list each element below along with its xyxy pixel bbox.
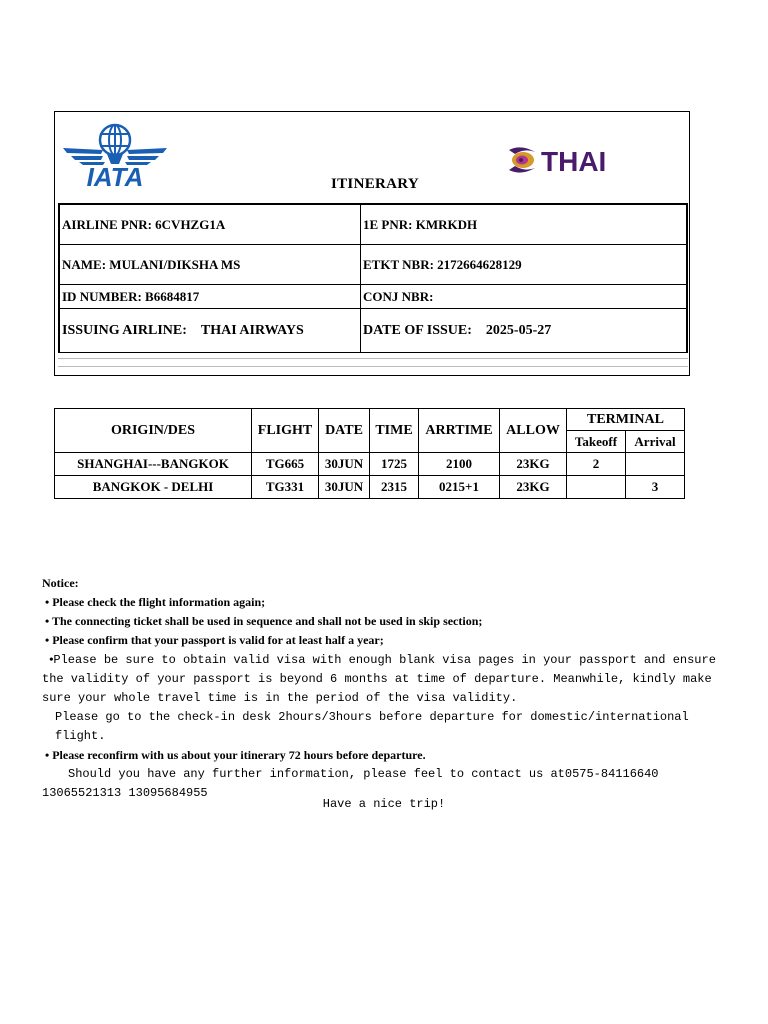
row-arrtime: 0215+1 [419,476,500,499]
col-arrival: Arrival [626,431,685,453]
closing-message: Have a nice trip! [322,797,446,811]
notice-line: • Please confirm that your passport is valid for at least half a year; [45,633,384,647]
notice-line: • The connecting ticket shall be used in sequence and shall not be used in skip section; [45,614,483,628]
id-number: ID NUMBER: B6684817 [60,285,361,309]
notice-line: Please go to the check-in desk 2hours/3hours before departure for domestic/international flight. [55,710,689,743]
col-date: DATE [319,409,370,453]
flight-table [54,408,685,499]
issuing-airline-label: ISSUING AIRLINE: [62,322,187,338]
table-row [55,453,685,476]
page-title: ITINERARY [330,176,420,192]
issuing-airline [60,309,361,353]
date-of-issue-label: DATE OF ISSUE: [363,322,472,338]
date-of-issue-value: 2025-05-27 [485,322,552,338]
row-origin: SHANGHAI---BANGKOK [55,453,252,476]
row-date: 30JUN [319,453,370,476]
itinerary-header-box [54,111,690,376]
notice-title: Notice: [42,576,79,590]
notice-line: • Please check the flight information again; [45,595,266,609]
row-flight: TG331 [252,476,319,499]
col-takeoff: Takeoff [567,431,626,453]
col-origin: ORIGIN/DES [55,409,252,453]
col-allow: ALLOW [500,409,567,453]
col-flight: FLIGHT [252,409,319,453]
table-row [55,476,685,499]
bullet: • [49,652,54,666]
row-time: 1725 [370,453,419,476]
notice-visa-paragraph [42,650,742,708]
row-arrival [626,453,685,476]
etkt-number: ETKT NBR: 2172664628129 [361,245,687,285]
row-arrtime: 2100 [419,453,500,476]
notice-section [42,574,742,803]
thai-logo-text: THAI [541,146,607,177]
booking-info-table [58,203,688,353]
passenger-name: NAME: MULANI/DIKSHA MS [60,245,361,285]
row-date: 30JUN [319,476,370,499]
issuing-airline-value: THAI AIRWAYS [200,322,304,338]
divider [58,366,688,367]
row-origin: BANGKOK - DELHI [55,476,252,499]
notice-line: • Please reconfirm with us about your itinerary 72 hours before departure. [45,748,426,762]
row-arrival: 3 [626,476,685,499]
iata-logo-text: IATA [86,162,144,188]
col-time: TIME [370,409,419,453]
col-arrtime: ARRTIME [419,409,500,453]
divider [58,358,688,359]
row-allow: 23KG [500,453,567,476]
notice-line: Please be sure to obtain valid visa with enough blank visa pages in your passport and ensure the validity of your passport is beyond 6 months at time of departure. Meanwhile, kindly make sure your whole travel time is in the period of the visa validity. [42,653,716,705]
ie-pnr: 1E PNR: KMRKDH [361,205,687,245]
row-takeoff: 2 [567,453,626,476]
row-time: 2315 [370,476,419,499]
airline-pnr: AIRLINE PNR: 6CVHZG1A [60,205,361,245]
notice-contact: Should you have any further information, please feel to contact us at0575-84116640 13065521313 13095684955 [42,767,659,800]
row-takeoff [567,476,626,499]
row-allow: 23KG [500,476,567,499]
conj-number: CONJ NBR: [361,285,687,309]
col-terminal: TERMINAL [567,409,685,431]
date-of-issue [361,309,687,353]
row-flight: TG665 [252,453,319,476]
